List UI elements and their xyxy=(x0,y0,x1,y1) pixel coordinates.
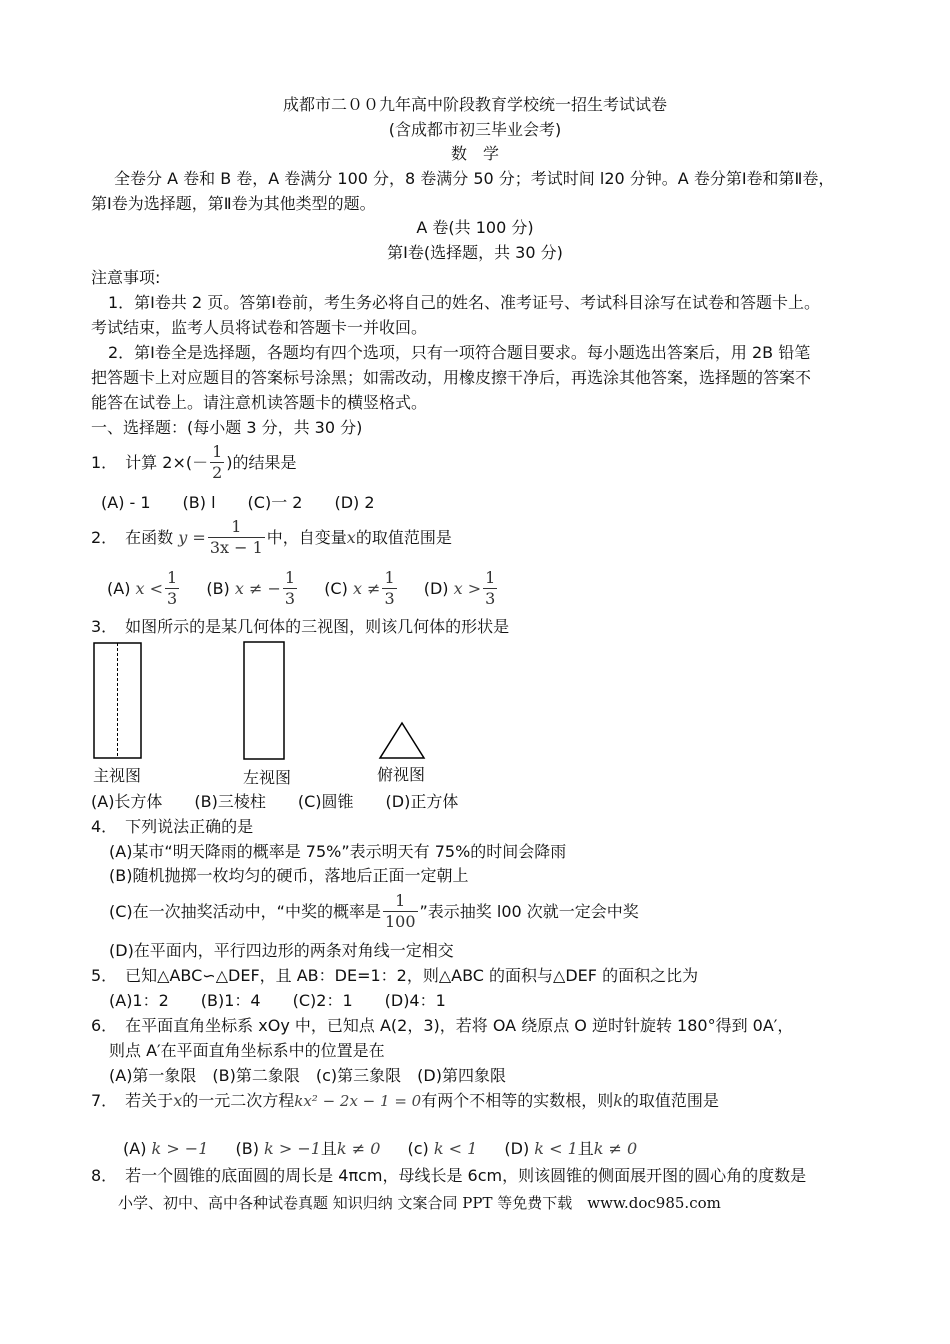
question-6-line-1: 6． 在平面直角坐标系 xOy 中，已知点 A(2，3)，若将 OA 绕原点 O 逆时针旋转 180°得到 0A′， xyxy=(91,1016,794,1035)
q7-option-d-label: (D) xyxy=(504,1139,530,1158)
q2-option-c-fraction xyxy=(382,568,396,609)
notes-heading: 注意事项: xyxy=(91,268,161,287)
a-paper-title: A 卷(共 100 分) xyxy=(416,218,534,237)
question-6-line-2: 则点 A′在平面直角坐标系中的位置是在 xyxy=(109,1041,385,1060)
subject-title: 数 学 xyxy=(450,144,499,163)
top-view-triangle xyxy=(380,723,424,758)
front-view-label: 主视图 xyxy=(93,766,142,785)
top-view-label: 俯视图 xyxy=(377,765,426,784)
question-1 xyxy=(91,442,297,483)
q7-option-a-label: (A) xyxy=(123,1139,147,1158)
q1-numerator: 1 xyxy=(212,442,223,461)
q7-option-d-expr-2: k ≠ 0 xyxy=(593,1139,638,1158)
q7-option-c-expr: k < 1 xyxy=(433,1139,478,1158)
q2-option-c-label: (C) xyxy=(324,578,348,598)
note-2-line-3: 能答在试卷上。请注意机读答题卡的横竖格式。 xyxy=(91,393,428,412)
q1-fraction xyxy=(210,442,224,483)
q2-numerator: 1 xyxy=(208,517,265,538)
q2-option-d-fraction xyxy=(483,568,497,609)
q7-text-mid-1: 的一元二次方程 xyxy=(182,1091,295,1110)
q2-option-a-label: (A) xyxy=(107,578,131,598)
q4-option-a: (A)某市“明天降雨的概率是 75%”表示明天有 75%的时间会降雨 xyxy=(109,842,567,861)
q4-c-fraction xyxy=(383,891,418,932)
q2-option-a-fraction xyxy=(165,568,179,609)
exam-title: 成都市二００九年高中阶段教育学校统一招生考试试卷 xyxy=(282,95,667,114)
question-2 xyxy=(91,517,452,558)
exam-subtitle: (含成都市初三毕业会考) xyxy=(388,120,562,139)
q7-text-pre: 7． 若关于 xyxy=(91,1091,174,1110)
q2-y-equals: y = xyxy=(178,527,206,547)
q7-equation: kx² − 2x − 1 = 0 xyxy=(294,1092,422,1110)
q2-function-fraction xyxy=(208,517,265,558)
q2-a-den: 3 xyxy=(167,589,178,608)
q7-option-b-and: 且 xyxy=(320,1139,337,1158)
note-1-line-1: 1．第Ⅰ卷共 2 页。答第Ⅰ卷前，考生务必将自己的姓名、准考证号、考试科目涂写在试卷和答题卡上。 xyxy=(108,293,820,312)
q3-options: (A)长方体 (B)三棱柱 (C)圆锥 (D)正方体 xyxy=(91,792,459,811)
q2-option-c-expr: x ≠ xyxy=(352,578,381,598)
q4-c-denominator: 100 xyxy=(384,912,416,931)
q2-text-post: 的取值范围是 xyxy=(355,527,452,547)
q7-option-c-label: (c) xyxy=(407,1139,429,1158)
q4-option-b: (B)随机抛掷一枚均匀的硬币，落地后正面一定朝上 xyxy=(109,866,469,885)
q1-denominator: 2 xyxy=(212,463,223,482)
q2-options xyxy=(107,568,499,609)
footer-text: 小学、初中、高中各种试卷真题 知识归纳 文案合同 PPT 等免费下载 www.doc985.com xyxy=(118,1194,721,1212)
q2-c-num: 1 xyxy=(384,568,395,587)
question-5: 5． 已知△ABC∽△DEF，且 AB：DE=1：2，则△ABC 的面积与△DEF 的面积之比为 xyxy=(91,966,699,985)
q7-option-a-expr: k > −1 xyxy=(151,1139,209,1158)
q7-variable-k: k xyxy=(613,1091,623,1110)
question-7 xyxy=(91,1091,719,1111)
q2-option-d-label: (D) xyxy=(423,578,449,598)
q6-options: (A)第一象限 (B)第二象限 (c)第三象限 (D)第四象限 xyxy=(109,1066,506,1085)
question-4: 4． 下列说法正确的是 xyxy=(91,817,254,836)
q1-text-pre: 1． 计算 2×(－ xyxy=(91,452,209,472)
note-2-line-2: 把答题卡上对应题目的答案标号涂黑；如需改动，用橡皮擦干净后，再选涂其他答案，选择题的答案不 xyxy=(91,368,812,387)
q2-d-num: 1 xyxy=(485,568,496,587)
note-1-line-2: 考试结束，监考人员将试卷和答题卡一并收回。 xyxy=(91,318,428,337)
part-1-title: 第Ⅰ卷(选择题，共 30 分) xyxy=(387,243,563,262)
q2-d-den: 3 xyxy=(485,589,496,608)
section-1-heading: 一、选择题：(每小题 3 分，共 30 分) xyxy=(91,418,363,437)
q7-option-b-expr-2: k ≠ 0 xyxy=(336,1139,381,1158)
q7-options xyxy=(123,1139,637,1159)
q7-option-d-and: 且 xyxy=(577,1139,594,1158)
q5-options: (A)1：2 (B)1：4 (C)2：1 (D)4：1 xyxy=(109,991,446,1010)
front-view-figure xyxy=(93,642,143,760)
note-2-line-1: 2．第Ⅰ卷全是选择题，各题均有四个选项，只有一项符合题目要求。每小题选出答案后，用 2B 铅笔 xyxy=(108,343,811,362)
q2-option-a-expr: x < xyxy=(135,578,164,598)
q4-option-d: (D)在平面内，平行四边形的两条对角线一定相交 xyxy=(109,941,454,960)
q4-c-text-post: ”表示抽奖 l00 次就一定会中奖 xyxy=(419,901,639,921)
q2-option-b-label: (B) xyxy=(206,578,230,598)
q1-text-post: )的结果是 xyxy=(226,452,297,472)
intro-line-2: 第Ⅰ卷为选择题，第Ⅱ卷为其他类型的题。 xyxy=(91,194,376,213)
q2-text-pre: 2． 在函数 xyxy=(91,527,174,547)
q7-text-post: 的取值范围是 xyxy=(622,1091,719,1110)
q4-c-numerator: 1 xyxy=(383,891,418,912)
q7-option-d-expr-1: k < 1 xyxy=(534,1139,578,1158)
q2-option-b-expr: x ≠ − xyxy=(234,578,281,598)
q7-option-b-expr-1: k > −1 xyxy=(264,1139,321,1158)
q7-variable-x: x xyxy=(173,1091,183,1110)
q7-option-b-label: (B) xyxy=(235,1139,259,1158)
q2-option-b-fraction xyxy=(283,568,297,609)
side-view-figure xyxy=(243,641,286,761)
q4-option-c xyxy=(109,891,639,932)
side-view-label: 左视图 xyxy=(243,768,292,787)
q2-variable-x: x xyxy=(346,527,356,547)
q2-c-den: 3 xyxy=(384,589,395,608)
top-view-figure xyxy=(377,721,427,761)
q7-text-mid-2: 有两个不相等的实数根，则 xyxy=(421,1091,614,1110)
q2-b-den: 3 xyxy=(284,589,296,608)
q1-options: (A) - 1 (B) l (C)一 2 (D) 2 xyxy=(101,493,375,512)
intro-line-1: 全卷分 A 卷和 B 卷，A 卷满分 100 分，8 卷满分 50 分；考试时间 l20 分钟。A 卷分第Ⅰ卷和第Ⅱ卷， xyxy=(114,169,835,188)
side-view-outline xyxy=(244,642,284,759)
q2-text-mid: 中，自变量 xyxy=(266,527,347,547)
question-3: 3． 如图所示的是某几何体的三视图，则该几何体的形状是 xyxy=(91,617,510,636)
q2-option-d-expr: x > xyxy=(453,578,482,598)
q2-b-num: 1 xyxy=(284,568,296,587)
q4-c-text-pre: (C)在一次抽奖活动中，“中奖的概率是 xyxy=(109,901,381,921)
question-8: 8． 若一个圆锥的底面圆的周长是 4πcm，母线长是 6cm，则该圆锥的侧面展开图的圆心角的度数是 xyxy=(91,1166,807,1185)
q2-a-num: 1 xyxy=(167,568,178,587)
q2-denominator: 3x − 1 xyxy=(209,538,263,557)
